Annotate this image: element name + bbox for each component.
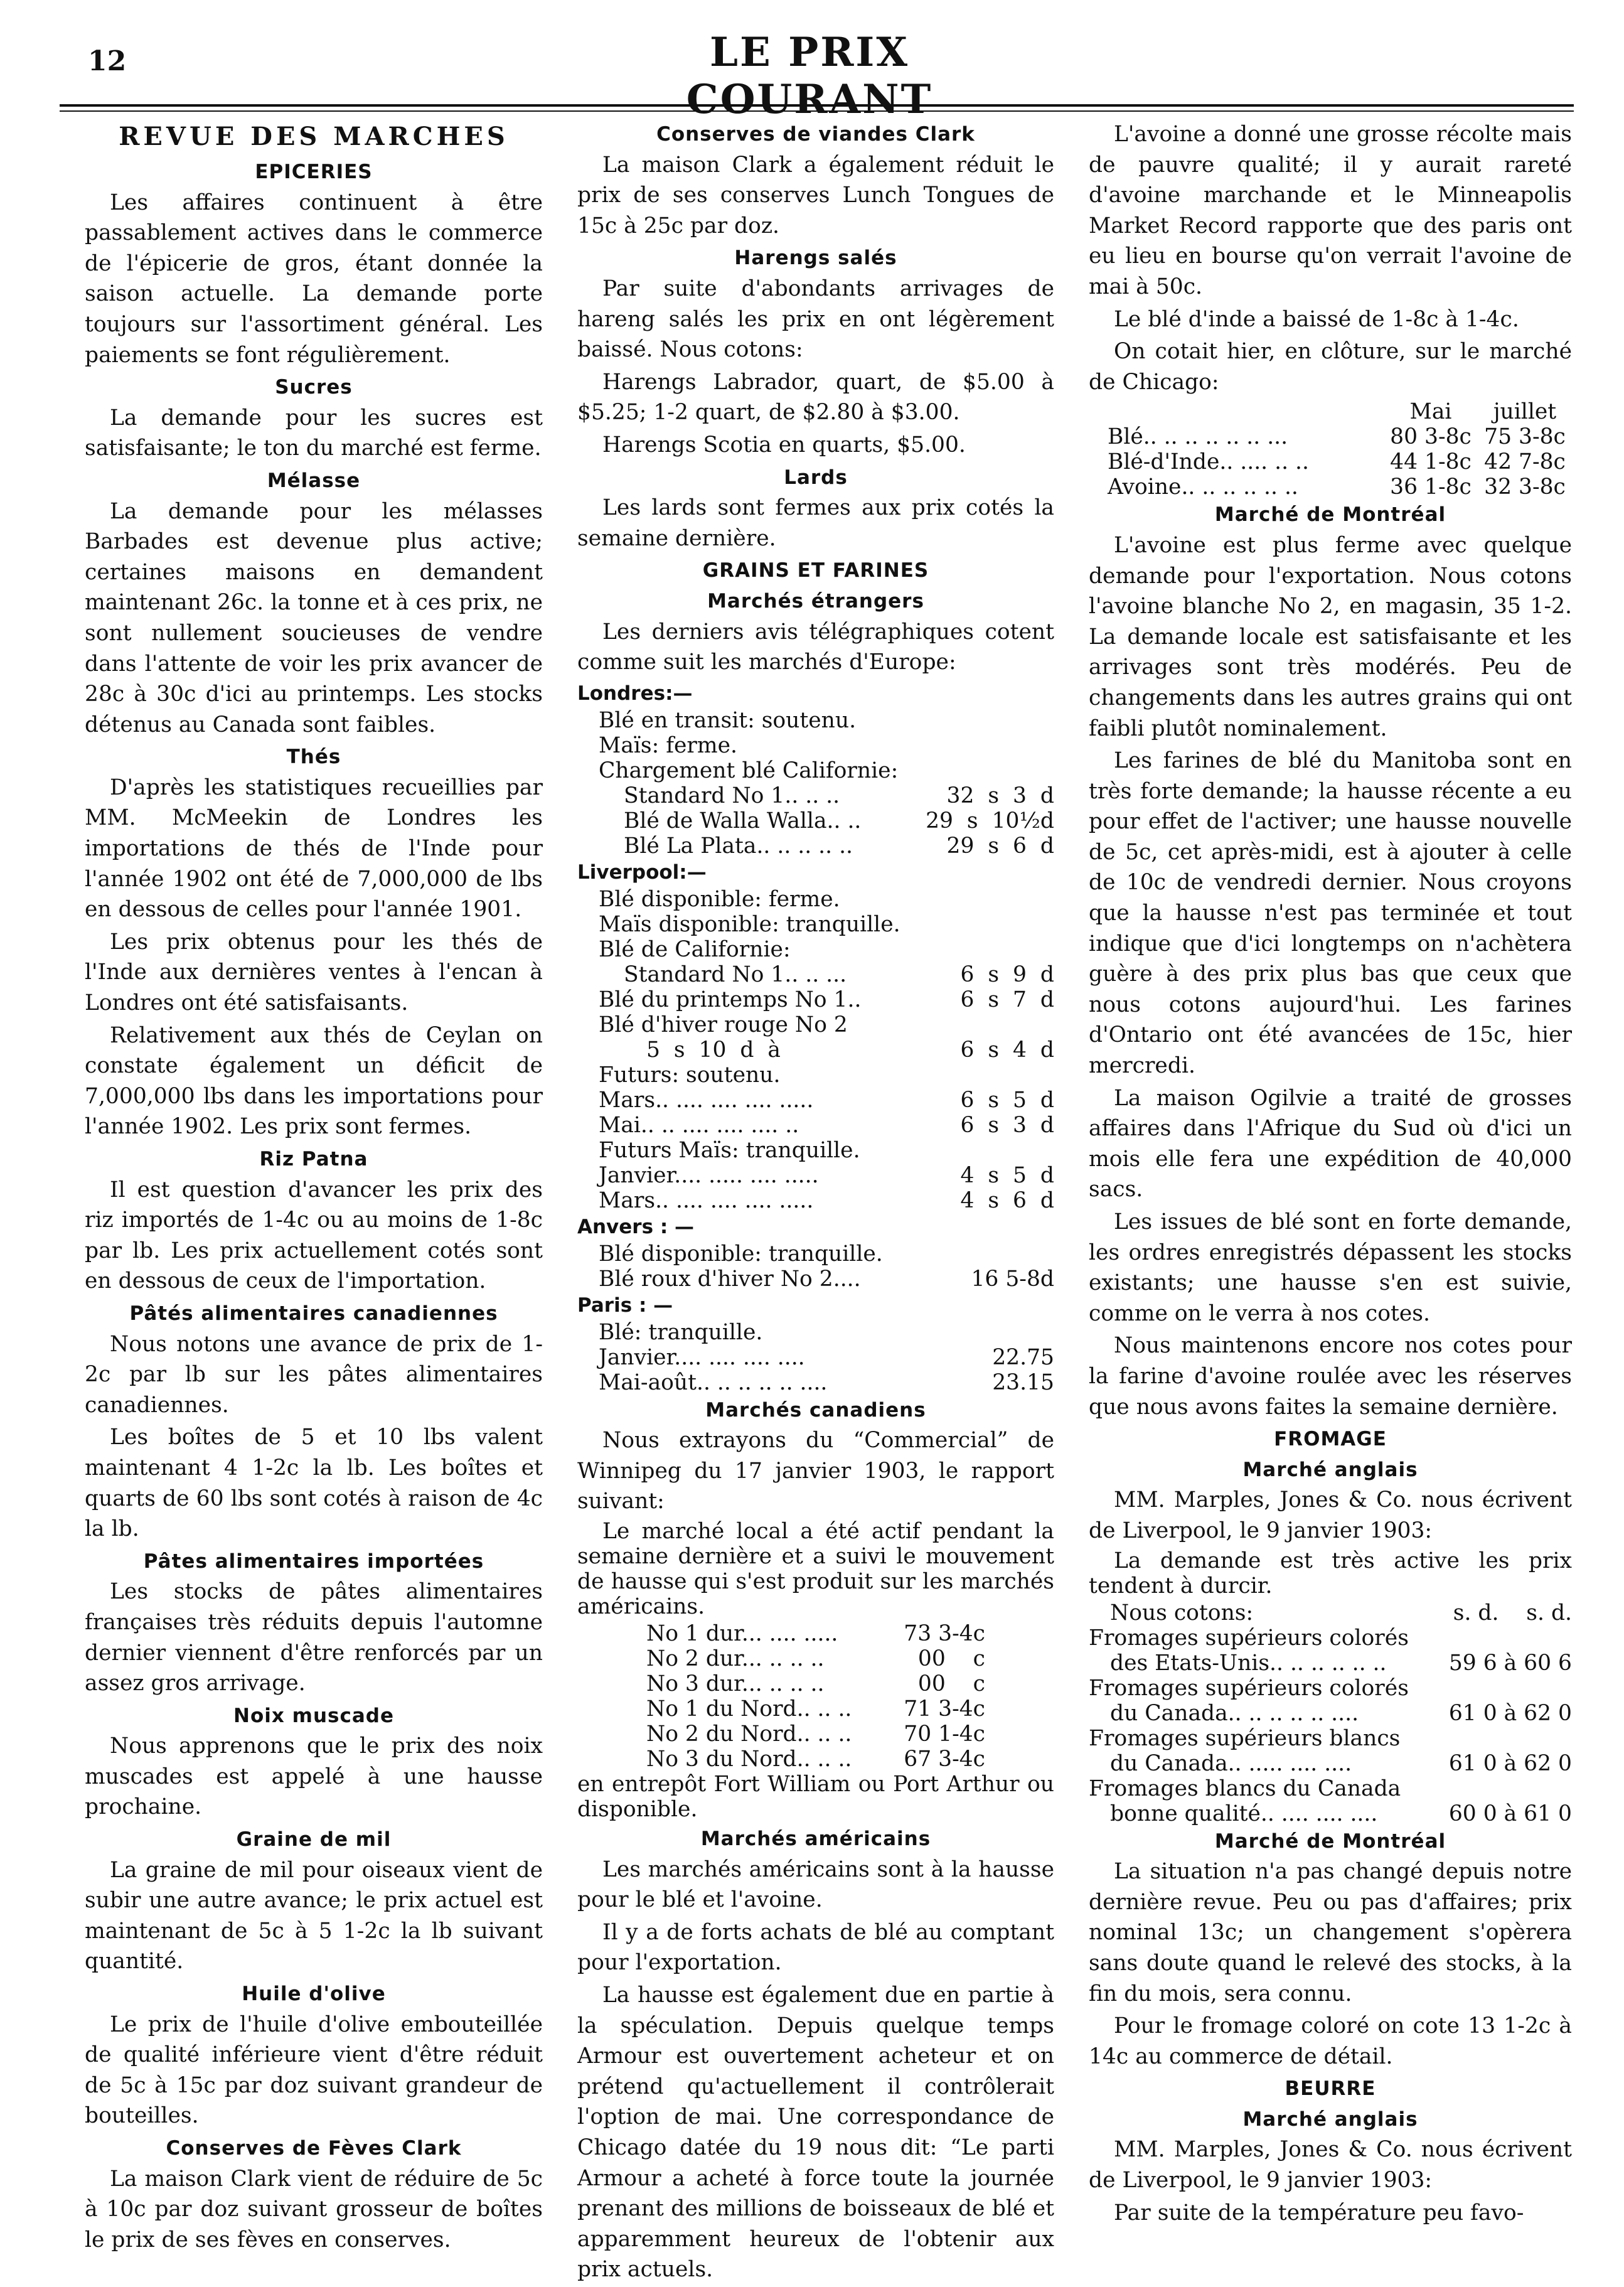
price-row: 5 s 10 d à 6 s 4 d: [646, 1037, 1054, 1063]
heading-thes: Thés: [286, 746, 341, 769]
heading-sucres: Sucres: [275, 376, 353, 399]
line: Futurs: soutenu.: [599, 1062, 781, 1088]
line: Blé de Californie:: [599, 936, 791, 962]
heading-viandes: Conserves de viandes Clark: [656, 123, 975, 146]
price-row: Blé roux d'hiver No 2.... 16 5-8d: [599, 1266, 1054, 1292]
line: Blé d'hiver rouge No 2: [599, 1012, 848, 1037]
column-1: [85, 119, 543, 2257]
paragraph: MM. Marples, Jones & Co. nous écrivent de Liverpool, le 9 janvier 1903:: [1089, 1487, 1572, 1543]
paragraph: Nous notons une avance de prix de 1-2c par lb sur les pâtes alimentaires canadiennes.: [85, 1331, 543, 1418]
line: Maïs disponible: tranquille.: [599, 911, 900, 937]
line: Fromages supérieurs colorés: [1089, 1675, 1409, 1701]
price-row: Blé La Plata.. .. .. .. .. 29 s 6 d: [624, 833, 1054, 859]
heading-montreal-fromage: Marché de Montréal: [1214, 1829, 1446, 1853]
paragraph: Le blé d'inde a baissé de 1-8c à 1-4c.: [1114, 306, 1519, 332]
paragraph: La maison Clark a également réduit le prix de ses conserves Lunch Tongues de 15c à 25c par doz.: [577, 152, 1054, 238]
price-row: Mai-août.. .. .. .. .. .... 23.15: [599, 1369, 1054, 1395]
heading-canadiens: Marchés canadiens: [705, 1398, 926, 1422]
heading-olive: Huile d'olive: [242, 1983, 386, 2006]
market-londres: Londres:—: [577, 682, 693, 705]
column-3: [1089, 119, 1572, 2230]
paragraph: La maison Clark vient de réduire de 5c à 10c par doz suivant grosseur de boîtes le prix de ses fèves en conserves.: [85, 2166, 543, 2252]
market-paris: Paris : —: [577, 1293, 673, 1317]
paragraph: La graine de mil pour oiseaux vient de subir une autre avance; le prix actuel est maintenant de 5c à 5 1-2c la lb suivant quantité.: [85, 1857, 543, 1974]
subheading-marche-anglais: Marché anglais: [1242, 2108, 1418, 2131]
paragraph: Les stocks de pâtes alimentaires françaises très réduits depuis l'automne dernier viennent d'être renforcés par un assez gros arrivage.: [85, 1579, 543, 1696]
heading-americains: Marchés américains: [700, 1828, 931, 1851]
price-row: No 3 dur... .. .. .. 00 c: [646, 1671, 985, 1697]
market-anvers: Anvers : —: [577, 1215, 695, 1238]
paragraph: MM. Marples, Jones & Co. nous écrivent de Liverpool, le 9 janvier 1903:: [1089, 2137, 1572, 2193]
paragraph: Il y a de forts achats de blé au comptant pour l'exportation.: [577, 1919, 1054, 1976]
paragraph: On cotait hier, en clôture, sur le marché de Chicago:: [1089, 339, 1572, 395]
heading-riz: Riz Patna: [259, 1148, 368, 1170]
paragraph: Nous extrayons du “Commercial” de Winnipeg du 17 janvier 1903, le rapport suivant:: [577, 1428, 1054, 1514]
price-row: du Canada.. .. .. .. .. .... 61 0 à 62 0: [1110, 1700, 1572, 1726]
market-liverpool: Liverpool:—: [577, 860, 707, 884]
heading-etrangers: Marchés étrangers: [707, 589, 924, 613]
line: Blé en transit: soutenu.: [599, 707, 857, 733]
line: Futurs Maïs: tranquille.: [599, 1137, 860, 1163]
paragraph: L'avoine est plus ferme avec quelque demande pour l'exportation. Nous cotons l'avoine blanche No 2, en magasin, 35 1-2. La demande locale est satisfaisante et les arrivages sont très modérés. Peu de changements dans les autres grains qui ont faibli plutôt nominalement.: [1089, 532, 1572, 741]
masthead-logo: LE PRIX COURANT: [686, 29, 933, 123]
heading-grains: GRAINS ET FARINES: [702, 559, 929, 582]
line: Fromages supérieurs blancs: [1089, 1725, 1401, 1751]
heading-harengs: Harengs salés: [734, 247, 897, 270]
line: Blé disponible: tranquille.: [599, 1241, 883, 1267]
price-row: Mars.. .... .... .... ..... 6 s 5 d: [599, 1087, 1054, 1113]
line: Chargement blé Californie:: [599, 758, 899, 783]
table-header: Mai juillet: [1409, 399, 1557, 425]
paragraph: L'avoine a donné une grosse récolte mais de pauvre qualité; il y aurait rareté d'avoine marchande et le Minneapolis Market Record rapporte que des paris ont eu lieu en bourse qu'on verrait l'avoine de mai à 50c.: [1089, 122, 1572, 299]
column-2: [577, 119, 1054, 2287]
header-rule: [60, 104, 1574, 107]
paragraph: La demande est très active les prix tendent à durcir.: [1089, 1548, 1572, 1599]
heading-pates-canadiennes: Pâtés alimentaires canadiennes: [129, 1302, 498, 1325]
heading-fromage: FROMAGE: [1274, 1428, 1387, 1451]
price-row: Mars.. .... .... .... ..... 4 s 6 d: [599, 1187, 1054, 1213]
paragraph: Par suite d'abondants arrivages de hareng salés les prix en ont légèrement baissé. Nous cotons:: [577, 276, 1054, 363]
price-row: No 3 du Nord.. .. .. 67 3-4c: [646, 1747, 985, 1772]
heading-pates-importees: Pâtes alimentaires importées: [143, 1550, 484, 1573]
header-rule-thin: [60, 110, 1574, 112]
heading-melasse: Mélasse: [267, 469, 361, 492]
paragraph: en entrepôt Fort William ou Port Arthur ou disponible.: [577, 1772, 1054, 1823]
paragraph: Le marché local a été actif pendant la semaine dernière et a suivi le mouvement de hausse qui s'est produit sur les marchés américains.: [577, 1519, 1054, 1620]
price-row: bonne qualité.. .... .... .... 60 0 à 61 0: [1110, 1801, 1572, 1826]
paragraph: Pour le fromage coloré on cote 13 1-2c à 14c au commerce de détail.: [1089, 2013, 1572, 2069]
line: Fromages blancs du Canada: [1089, 1776, 1401, 1801]
paragraph: Les marchés américains sont à la hausse pour le blé et l'avoine.: [577, 1856, 1054, 1913]
price-row: No 1 du Nord.. .. .. 71 3-4c: [646, 1696, 985, 1722]
line: Maïs: ferme.: [599, 732, 737, 758]
paragraph: La demande pour les mélasses Barbades est devenue plus active; certaines maisons en demandent maintenant 26c. la tonne et à ces prix, ne sont nullement soucieuses de vendre dans l'attente de voir les prix avancer de 28c à 30c d'ici au printemps. Les stocks détenus au Canada sont faibles.: [85, 498, 543, 737]
price-row: Blé de Walla Walla.. .. 29 s 10½d: [624, 808, 1054, 833]
paragraph: Les affaires continuent à être passablement actives dans le commerce de l'épicerie de gros, étant donnée la saison actuelle. La demande porte toujours sur l'assortiment général. Les paiements se font régulièrement.: [85, 190, 543, 368]
paragraph: Par suite de la température peu favo-: [1114, 2200, 1524, 2225]
paragraph: La maison Ogilvie a traité de grosses affaires dans l'Afrique du Sud où d'ici un mois elle fera une expédition de 40,000 sacs.: [1089, 1085, 1572, 1202]
heading-montreal: Marché de Montréal: [1214, 503, 1446, 527]
price-row: No 2 dur... .. .. .. 00 c: [646, 1646, 985, 1672]
line: Fromages supérieurs colorés: [1089, 1625, 1409, 1651]
paragraph: Les prix obtenus pour les thés de l'Inde aux dernières ventes à l'encan à Londres ont été satisfaisants.: [85, 929, 543, 1016]
section-title: REVUE DES MARCHES: [119, 122, 509, 151]
paragraph: Harengs Labrador, quart, de $5.00 à $5.25; 1-2 quart, de $2.80 à $3.00.: [577, 369, 1054, 426]
paragraph: La demande pour les sucres est satisfaisante; le ton du marché est ferme.: [85, 405, 543, 461]
paragraph: Le prix de l'huile d'olive embouteillée de qualité inférieure vient d'être réduit de 5c à 15c par doz suivant grandeur de bouteilles.: [85, 2011, 543, 2129]
price-row: Janvier.... .... .... .... 22.75: [599, 1344, 1054, 1370]
paragraph: Les issues de blé sont en forte demande, les ordres enregistrés dépassent les stocks existants; une hausse s'en est suivie, comme on le verra à nos cotes.: [1089, 1209, 1572, 1326]
heading-noix: Noix muscade: [233, 1704, 394, 1727]
line: Blé: tranquille.: [599, 1319, 763, 1345]
paragraph: Relativement aux thés de Ceylan on constate également un déficit de 7,000,000 lbs dans les importations pour l'année 1902. Les prix sont fermes.: [85, 1022, 543, 1140]
paragraph: Nous maintenons encore nos cotes pour la farine d'avoine roulée avec les réserves que nous avons faites la semaine dernière.: [1089, 1333, 1572, 1420]
paragraph: D'après les statistiques recueillies par MM. McMeekin de Londres les importations de thés de l'Inde pour l'année 1902 ont été de 7,000,000 de lbs en dessous de celles pour l'année 1901.: [85, 774, 543, 923]
heading-mil: Graine de mil: [236, 1828, 392, 1851]
price-row: du Canada.. ..... .... .... 61 0 à 62 0: [1110, 1750, 1572, 1776]
paragraph: Les lards sont fermes aux prix cotés la semaine dernière.: [577, 495, 1054, 551]
paragraph: Harengs Scotia en quarts, $5.00.: [602, 432, 966, 458]
price-row: Janvier.... ..... .... ..... 4 s 5 d: [599, 1162, 1054, 1188]
paragraph: La hausse est également due en partie à la spéculation. Depuis quelque temps Armour est ouvertement acheteur et on prétend qu'actuellement il contrôlerait l'option de mai. Une correspondance de Chicago datée du 19 nous dit: “Le parti Armour a acheté à force toute la journée prenant des millions de boisseaux de blé et apparemment heureux de l'obtenir aux prix actuels.: [577, 1983, 1054, 2283]
price-row: Standard No 1.. .. .. 32 s 3 d: [624, 783, 1054, 808]
paragraph: Les farines de blé du Manitoba sont en très forte demande; la hausse récente a eu pour effet de l'activer; une hausse nouvelle de 5c, cet après-midi, est à ajouter à celle de 10c de vendredi dernier. Nous croyons que la hausse n'est pas terminée et tout indique que d'ici longtemps on n'achètera guère à des prix plus bas que ceux que nous cotons aujourd'hui. Les farines d'Ontario ont été avancées de 15c, hier mercredi.: [1089, 748, 1572, 1079]
price-row: des Etats-Unis.. .. .. .. .. .. 59 6 à 60 6: [1110, 1650, 1572, 1676]
heading-feves: Conserves de Fèves Clark: [166, 2137, 462, 2160]
line: Blé disponible: ferme.: [599, 886, 840, 912]
paragraph: Les derniers avis télégraphiques cotent comme suit les marchés d'Europe:: [577, 619, 1054, 675]
page-number: 12: [88, 45, 127, 77]
paragraph: La situation n'a pas changé depuis notre dernière revue. Peu ou pas d'affaires; prix nominal 13c; un changement s'opèrera sans doute quand le relevé des stocks, à la fin du mois, sera connu.: [1089, 1859, 1572, 2006]
heading-beurre: BEURRE: [1285, 2077, 1376, 2101]
paragraph: Il est question d'avancer les prix des riz importés de 1-4c ou au moins de 1-8c par lb. Les prix actuellement cotés sont en dessous de ceux de l'importation.: [85, 1177, 543, 1294]
table-row: Blé.. .. .. .. .. .. ... 80 3-8c 75 3-8c: [1108, 424, 1566, 450]
units-row: Nous cotons: s. d. s. d.: [1110, 1600, 1572, 1626]
table-row: Avoine.. .. .. .. .. .. 36 1-8c 32 3-8c: [1108, 474, 1566, 500]
price-row: Standard No 1.. .. ... 6 s 9 d: [624, 961, 1054, 987]
subheading-marche-anglais: Marché anglais: [1242, 1458, 1418, 1481]
price-row: Blé du printemps No 1.. 6 s 7 d: [599, 987, 1054, 1012]
price-row: No 1 dur... .... ..... 73 3-4c: [646, 1621, 985, 1647]
heading-lards: Lards: [784, 466, 848, 489]
paragraph: Les boîtes de 5 et 10 lbs valent maintenant 4 1-2c la lb. Les boîtes et quarts de 60 lbs sont cotés à raison de 4c la lb.: [85, 1425, 543, 1542]
price-row: No 2 du Nord.. .. .. 70 1-4c: [646, 1722, 985, 1747]
table-row: Blé-d'Inde.. .... .. .. 44 1-8c 42 7-8c: [1108, 449, 1566, 475]
heading-epiceries: EPICERIES: [255, 161, 373, 183]
paragraph: Nous apprenons que le prix des noix muscades est appelé à une hausse prochaine.: [85, 1733, 543, 1820]
price-row: Mai.. .. .... .... .... .. 6 s 3 d: [599, 1112, 1054, 1138]
